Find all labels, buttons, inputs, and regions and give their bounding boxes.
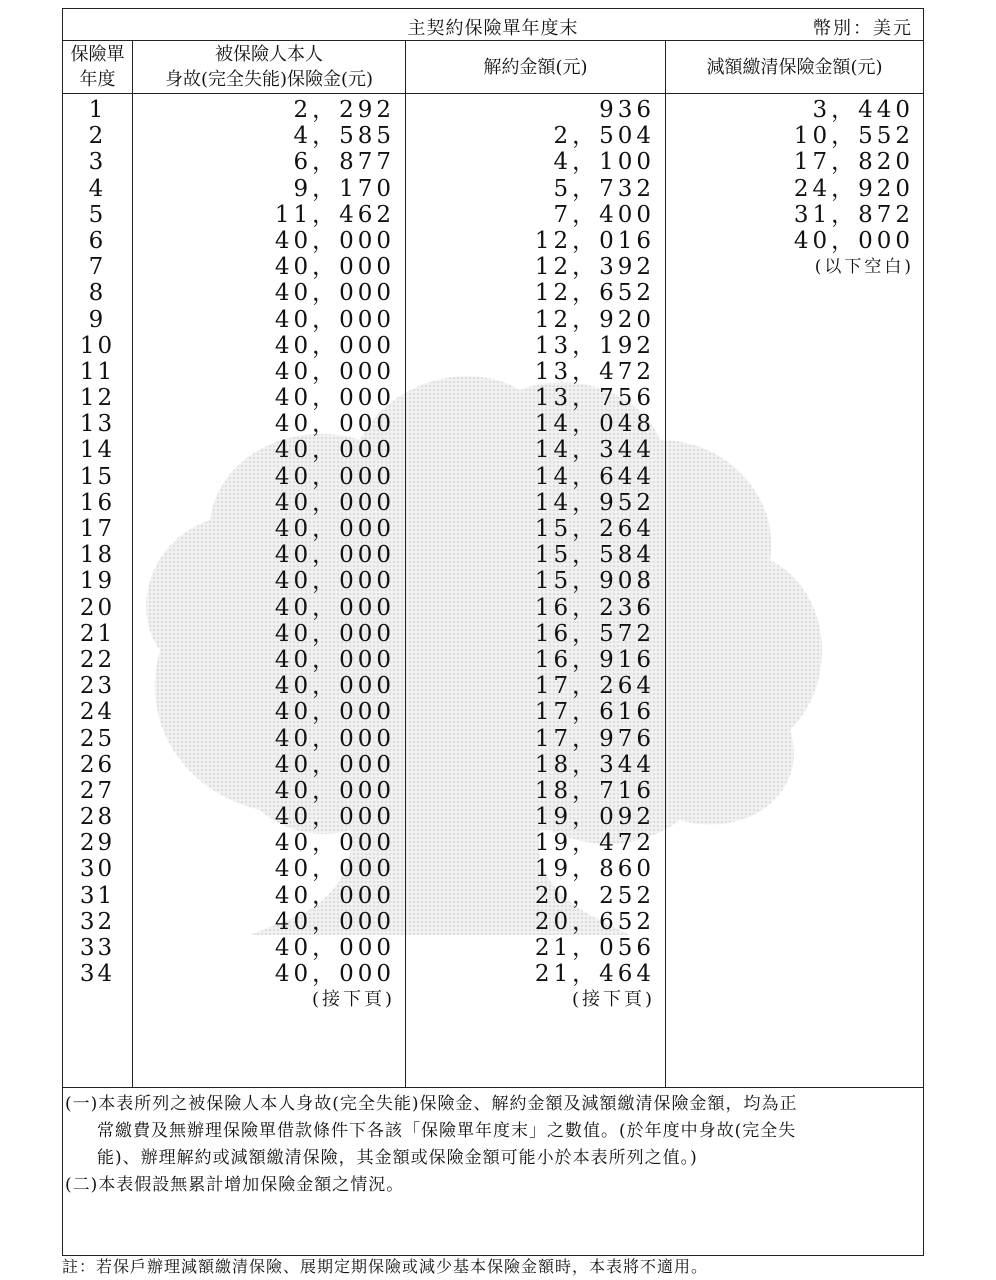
- paidup-amount-cell: [666, 935, 914, 961]
- note-line: 常繳費及無辦理保險單借款條件下各該「保險單年度末」之數值。(於年度中身故(完全失: [97, 1121, 797, 1141]
- paidup-amount-cell: 31，872: [793, 201, 914, 228]
- paidup-amount-cell: [666, 333, 914, 359]
- policy-year-cell: 17: [79, 516, 116, 542]
- death-benefit-cell: 40，000: [274, 620, 395, 647]
- policy-year-cell: 33: [79, 935, 116, 961]
- paidup-amount-cell: [666, 673, 914, 699]
- policy-year-cell: 16: [79, 489, 116, 516]
- paidup-amount-cell: [666, 595, 914, 621]
- notes-divider: [63, 1087, 923, 1088]
- death-benefit-cell: 9，170: [293, 175, 395, 202]
- surrender-value-cell: 12，016: [534, 227, 655, 254]
- death-benefit-cell: 40，000: [274, 489, 395, 516]
- policy-year-cell: 4: [88, 175, 107, 202]
- header-surrender-value: 解約金額(元): [483, 56, 588, 78]
- continued-next-page: (接下頁): [571, 989, 655, 1011]
- surrender-value-cell: 7，400: [553, 201, 655, 228]
- death-benefit-cell: 40，000: [274, 437, 395, 464]
- death-benefit-cell: 40，000: [274, 804, 395, 831]
- paidup-amount-cell: [666, 280, 914, 306]
- table-title: 主契約保險單年度末: [407, 18, 579, 39]
- death-benefit-cell: 40，000: [274, 254, 395, 281]
- policy-year-cell: 26: [79, 751, 116, 778]
- paidup-amount-cell: [666, 726, 914, 752]
- policy-year-cell: 31: [79, 882, 116, 909]
- paidup-amount-cell: [666, 568, 914, 594]
- policy-year-cell: 23: [79, 673, 116, 700]
- policy-year-cell: 30: [79, 856, 116, 883]
- surrender-value-cell: 15，584: [534, 542, 655, 569]
- surrender-value-cell: 19，860: [534, 856, 655, 883]
- policy-year-cell: 32: [79, 908, 116, 935]
- policy-year-cell: 14: [79, 437, 116, 464]
- paidup-amount-cell: [666, 961, 914, 987]
- death-benefit-cell: 40，000: [274, 385, 395, 412]
- death-benefit-cell: 40，000: [274, 777, 395, 804]
- death-benefit-cell: 40，000: [274, 673, 395, 700]
- header-policy-year: 保險單 年度: [70, 44, 125, 90]
- policy-year-cell: 9: [88, 306, 107, 333]
- surrender-value-cell: 5，732: [553, 175, 655, 202]
- death-benefit-cell: 40，000: [274, 411, 395, 438]
- death-benefit-cell: 11，462: [274, 201, 395, 228]
- policy-year-cell: 20: [79, 594, 116, 621]
- surrender-value-cell: 12，920: [534, 306, 655, 333]
- paidup-amount-cell: [666, 490, 914, 516]
- column-paidup-amount: [666, 97, 914, 987]
- death-benefit-cell: 6，877: [293, 149, 395, 176]
- surrender-value-cell: 16，572: [534, 620, 655, 647]
- column-death-benefit: [133, 97, 395, 1014]
- paidup-amount-cell: 40，000: [793, 227, 914, 254]
- surrender-value-cell: 17，616: [534, 699, 655, 726]
- death-benefit-cell: 40，000: [274, 463, 395, 490]
- policy-year-cell: 18: [79, 542, 116, 569]
- surrender-value-cell: 16，236: [534, 594, 655, 621]
- surrender-value-cell: 15，908: [534, 568, 655, 595]
- paidup-amount-cell: 17，820: [793, 149, 914, 176]
- surrender-value-cell: 15，264: [534, 516, 655, 542]
- paidup-amount-cell: [666, 699, 914, 725]
- surrender-value-cell: 14，644: [534, 463, 655, 490]
- policy-year-cell: 1: [88, 97, 107, 123]
- paidup-amount-cell: [666, 856, 914, 882]
- header-divider: [63, 93, 923, 94]
- paidup-amount-cell: [666, 909, 914, 935]
- policy-year-cell: 24: [79, 699, 116, 726]
- surrender-value-cell: 12，392: [534, 254, 655, 281]
- paidup-amount-cell: [666, 307, 914, 333]
- surrender-value-cell: 14，048: [534, 411, 655, 438]
- policy-year-cell: 29: [79, 830, 116, 857]
- surrender-value-cell: 21，464: [534, 961, 655, 988]
- footer-note: 註：若保戶辦理減額繳清保險、展期定期保險或減少基本保險金額時，本表將不適用。: [62, 1257, 709, 1276]
- paidup-amount-cell: [666, 542, 914, 568]
- death-benefit-cell: 40，000: [274, 935, 395, 961]
- surrender-value-cell: 2，504: [553, 123, 655, 150]
- policy-year-cell: 15: [79, 463, 116, 490]
- policy-year-cell: 12: [79, 385, 116, 412]
- paidup-amount-cell: [666, 830, 914, 856]
- note-line: (二)本表假設無累計增加保險金額之情況。: [65, 1175, 405, 1195]
- paidup-amount-cell: [666, 778, 914, 804]
- policy-year-cell: 34: [79, 961, 116, 988]
- death-benefit-cell: 40，000: [274, 516, 395, 542]
- header-paidup-amount: 減額繳清保險金額(元): [706, 56, 883, 78]
- note-line: (一)本表所列之被保險人本人身故(完全失能)保險金、解約金額及減額繳清保險金額，均為正: [65, 1094, 798, 1114]
- policy-year-cell: 28: [79, 804, 116, 831]
- death-benefit-cell: 40，000: [274, 882, 395, 909]
- currency-label: 幣別：美元: [813, 18, 913, 39]
- paidup-amount-cell: [666, 411, 914, 437]
- paidup-amount-cell: [666, 621, 914, 647]
- policy-year-cell: 10: [79, 332, 116, 359]
- death-benefit-cell: 40，000: [274, 594, 395, 621]
- policy-year-cell: 27: [79, 777, 116, 804]
- death-benefit-cell: 40，000: [274, 908, 395, 935]
- surrender-value-cell: 13，472: [534, 358, 655, 385]
- policy-year-cell: 6: [88, 227, 107, 254]
- paidup-amount-cell: [666, 516, 914, 542]
- death-benefit-cell: 40，000: [274, 699, 395, 726]
- value-table: [62, 8, 924, 1256]
- death-benefit-cell: 40，000: [274, 542, 395, 569]
- policy-year-cell: 19: [79, 568, 116, 595]
- surrender-value-cell: 18，344: [534, 751, 655, 778]
- policy-year-cell: 25: [79, 725, 116, 752]
- continued-next-page: (接下頁): [311, 989, 395, 1011]
- header-death-benefit: 被保險人本人 身故(完全失能)保險金(元): [164, 44, 374, 90]
- surrender-value-cell: 17，976: [534, 725, 655, 752]
- surrender-value-cell: 20，652: [534, 908, 655, 935]
- death-benefit-cell: 4，585: [293, 123, 395, 150]
- paidup-amount-cell: [666, 437, 914, 463]
- surrender-value-cell: 13，192: [534, 332, 655, 359]
- death-benefit-cell: 40，000: [274, 332, 395, 359]
- death-benefit-cell: 40，000: [274, 358, 395, 385]
- policy-year-cell: 5: [88, 201, 107, 228]
- surrender-value-cell: 13，756: [534, 385, 655, 412]
- death-benefit-cell: 40，000: [274, 961, 395, 988]
- surrender-value-cell: 20，252: [534, 882, 655, 909]
- policy-year-cell: 3: [88, 149, 107, 176]
- paidup-amount-cell: 3，440: [812, 97, 914, 123]
- paidup-amount-cell: 24，920: [793, 175, 914, 202]
- paidup-amount-cell: [666, 359, 914, 385]
- death-benefit-cell: 40，000: [274, 568, 395, 595]
- paidup-amount-cell: [666, 752, 914, 778]
- note-line: 能)、辦理解約或減額繳清保險，其金額或保險金額可能小於本表所列之值。): [97, 1148, 698, 1168]
- death-benefit-cell: 40，000: [274, 280, 395, 307]
- death-benefit-cell: 40，000: [274, 751, 395, 778]
- surrender-value-cell: 17，264: [534, 673, 655, 700]
- policy-year-cell: 11: [79, 358, 116, 385]
- death-benefit-cell: 2，292: [293, 97, 395, 123]
- paidup-amount-cell: [666, 385, 914, 411]
- policy-year-cell: 2: [88, 123, 107, 150]
- paidup-amount-cell: [666, 464, 914, 490]
- surrender-value-cell: 19，472: [534, 830, 655, 857]
- policy-year-cell: 7: [88, 254, 107, 281]
- surrender-value-cell: 14，344: [534, 437, 655, 464]
- surrender-value-cell: 16，916: [534, 646, 655, 673]
- policy-year-cell: 13: [79, 411, 116, 438]
- surrender-value-cell: 12，652: [534, 280, 655, 307]
- surrender-value-cell: 14，952: [534, 489, 655, 516]
- column-surrender-value: [406, 97, 655, 1014]
- surrender-value-cell: 18，716: [534, 777, 655, 804]
- death-benefit-cell: 40，000: [274, 830, 395, 857]
- policy-year-cell: 21: [79, 620, 116, 647]
- death-benefit-cell: 40，000: [274, 306, 395, 333]
- surrender-value-cell: 936: [599, 97, 655, 123]
- surrender-value-cell: 21，056: [534, 935, 655, 961]
- column-policy-year: [63, 97, 132, 987]
- surrender-value-cell: 4，100: [553, 149, 655, 176]
- blank-below-note: (以下空白): [814, 257, 914, 278]
- death-benefit-cell: 40，000: [274, 856, 395, 883]
- paidup-amount-cell: [666, 647, 914, 673]
- death-benefit-cell: 40，000: [274, 725, 395, 752]
- notes-section: [63, 1091, 923, 1199]
- death-benefit-cell: 40，000: [274, 646, 395, 673]
- policy-year-cell: 8: [88, 280, 107, 307]
- paidup-amount-cell: [666, 883, 914, 909]
- surrender-value-cell: 19，092: [534, 804, 655, 831]
- paidup-amount-cell: 10，552: [793, 123, 914, 150]
- table-title-bar: [63, 9, 923, 41]
- paidup-amount-cell: [666, 804, 914, 830]
- death-benefit-cell: 40，000: [274, 227, 395, 254]
- policy-year-cell: 22: [79, 646, 116, 673]
